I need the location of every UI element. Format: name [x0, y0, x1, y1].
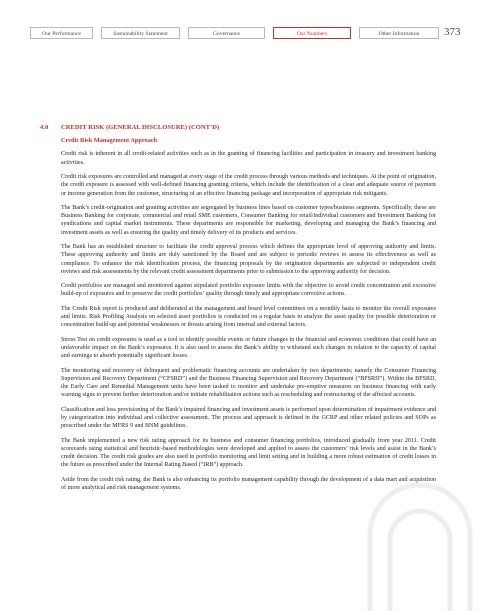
paragraph: Classification and loss provisioning of the Bank’s impaired financing and investment assets is performed upon determination of impairment evidence and by categorization into individual and collective assessment. The process and approach is defined in the GCRP and other related policies and SOPs as prescribed under the MFRS 9 and BNM guidelines.	[61, 406, 436, 430]
paragraph: Aside from the credit risk rating, the Bank is also enhancing its portfolio management capability through the development of a data mart and acquisition of more analytical and risk management systems.	[61, 476, 436, 492]
top-navigation	[30, 27, 439, 39]
main-content	[40, 124, 436, 499]
section-heading	[40, 124, 436, 132]
subheading: Credit Risk Management Approach	[61, 137, 158, 145]
paragraph: The Bank implemented a new risk rating approach for its business and consumer financing portfolios, introduced gradually from year 2011. Credit scorecards using statistical and heuristic-based methodologies were developed and applied to assess the customers’ risk levels and assist in the Bank’s credit decision. The credit risk grades are also used in portfolio monitoring and limit setting and in building a more robust estimation of credit losses in the future as prescribed under the Internal Rating Based (“IRB”) approach.	[61, 437, 436, 469]
paragraph: The Bank has an established structure to facilitate the credit approval process which defines the appropriate level of approving authority and limits. These approving authority and limits are duly sanctioned by the Board and are subject to periodic reviews to assess its effectiveness as well as compliance. To enhance the risk identification process, the financing proposals by the origination departments are subjected to independent credit reviews and risk assessments by the relevant credit assessment departments prior to submission to the approving authority for decision.	[61, 244, 436, 275]
paragraph: The Credit Risk report is produced and deliberated at the management and board level committees on a monthly basis to monitor the overall exposures and limits. Risk Profiling Analysis on selected asset portfolios is conducted on a regular basis to analyze the asset quality for possible deterioration or concentration build-up and potential weaknesses or threats arising from internal and external factors.	[61, 305, 436, 329]
paragraph: The Bank’s credit-origination and granting activities are segregated by business lines based on customer types/business segments. Specifically, these are Business Banking for corporate, commercial and retail SME customers, Consumer Banking for retail/individual customers and Investment Banking for syndications and capital market instruments. These departments are responsible for marketing, developing and managing the Bank’s financing and investment assets as well as ensuring the quality and timely delivery of its products and services.	[61, 205, 436, 236]
section-body	[61, 137, 436, 492]
section-number: 4.0	[40, 124, 49, 131]
paragraph: Stress Test on credit exposures is used as a tool to identify possible events or future changes in the financial and economic conditions that could have an unfavorable impact on the Bank’s exposures. It is also used to assess the Bank’s ability to withstand such changes in relation to the capacity of capital and earnings to absorb potentially significant losses.	[61, 336, 436, 360]
page-number: 373	[444, 26, 461, 38]
tab-sustainability-statement[interactable]: Sustainability Statement	[101, 27, 180, 39]
tab-our-performance[interactable]: Our Performance	[30, 27, 93, 39]
paragraph: Credit risk exposures are controlled and managed at every stage of the credit process through various methods and techniques. At the point of origination, the credit exposure is assessed with well-defined financing granting criteria, which include the identification of a clear and adequate source of payment or income generation from the customer, structuring of an effective financing package and incorporation of appropriate risk mitigants.	[61, 174, 436, 197]
paragraph: Credit portfolios are managed and monitored against stipulated portfolio exposure limits with the objective to avoid credit concentration and excessive build-up of exposures and to preserve the credit portfolios’ quality through timely and appropriate corrective actions.	[61, 283, 436, 298]
tab-our-numbers[interactable]: Our Numbers	[273, 27, 351, 39]
tab-governance[interactable]: Governance	[188, 27, 265, 39]
section-title: CREDIT RISK (GENERAL DISCLOSURE) (CONT’D)	[61, 124, 220, 131]
paragraph: Credit risk is inherent in all credit-related activities such as in the granting of financing facilities and participation in treasury and investment banking activities.	[61, 151, 436, 166]
tab-other-information[interactable]: Other Information	[359, 27, 439, 39]
paragraph: The monitoring and recovery of delinquent and problematic financing accounts are undertaken by two departments; namely the Consumer Financing Supervision and Recovery Department (“CFSRD”) and the Business Financing Supervision and Recovery Department (“BFSRD”). Within the BFSRD, the Early Care and Remedial Management units have been tasked to monitor and undertake pre-emptive measures on business financing with early warning signs to prevent further deterioration and/or initiate rehabilitation actions such as rescheduling and restructuring of the affected accounts.	[61, 367, 436, 399]
